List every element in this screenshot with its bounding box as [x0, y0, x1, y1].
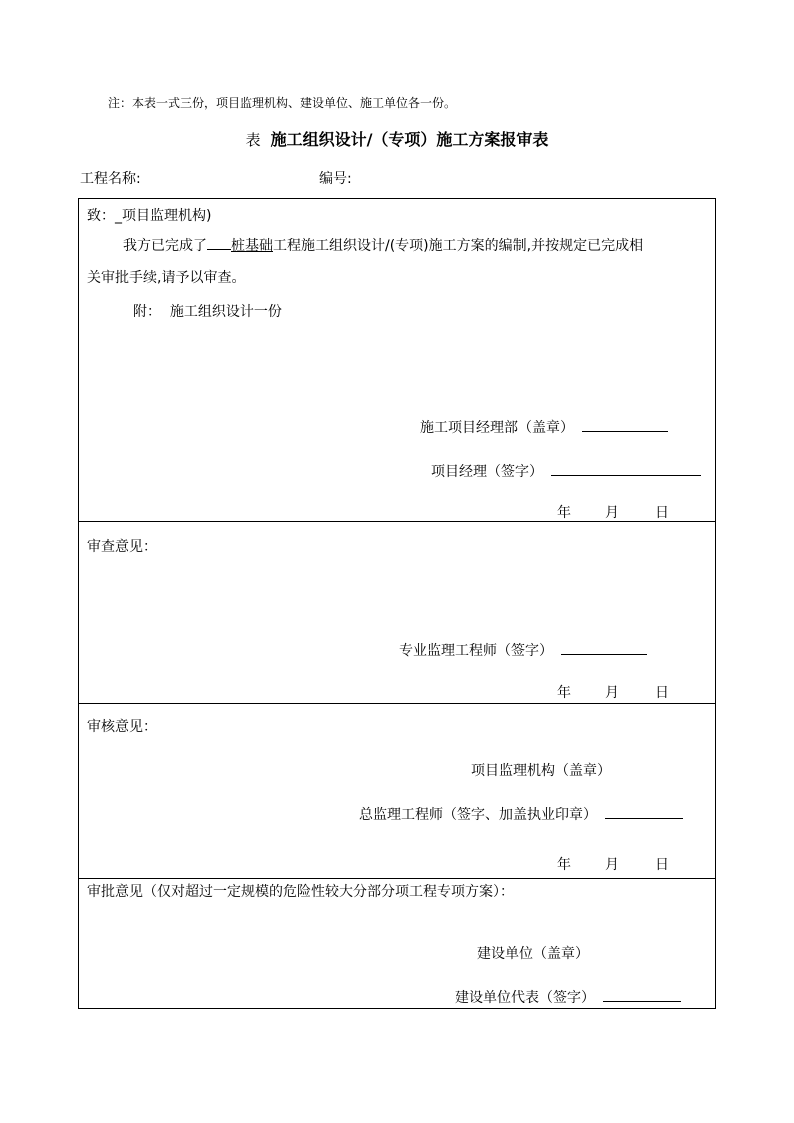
dept-seal-line: [420, 417, 668, 437]
body-line-1: [123, 235, 643, 255]
approval-heading: 审批意见（仅对超过一定规模的危险性较大分部分项工程专项方案）：: [87, 884, 514, 900]
attachment-label: 附：: [133, 304, 161, 320]
date-month: 月: [605, 857, 619, 873]
project-name-label: 工程名称:: [80, 171, 141, 187]
approval-section: [79, 879, 715, 1008]
form-note: 注：本表一式三份，项目监理机构、建设单位、施工单位各一份。: [108, 96, 457, 110]
construction-unit-seal: 建设单位（盖章）: [477, 946, 589, 962]
dept-seal-underline[interactable]: [582, 417, 668, 432]
unit-rep-sign-line: [455, 987, 681, 1007]
approval-form-table: [78, 198, 716, 1009]
title-prefix: 表: [245, 131, 261, 149]
form-title: [0, 127, 794, 150]
title-main: 施工组织设计/（专项）施工方案报审表: [270, 130, 549, 149]
engineer-sign-line: [399, 640, 647, 660]
engineer-sign-label: 专业监理工程师（签字）: [399, 643, 553, 659]
date-year: 年: [557, 857, 571, 873]
audit-section: [79, 704, 715, 879]
manager-sign-underline[interactable]: [551, 461, 701, 476]
chief-sign-line: [359, 804, 683, 824]
addressee-line: [87, 205, 211, 225]
body-line1-post: 工程施工组织设计/(专项)施工方案的编制,并按规定已完成相: [273, 238, 644, 254]
unit-rep-sign-underline[interactable]: [603, 987, 681, 1002]
engineer-sign-underline[interactable]: [561, 640, 647, 655]
to-value: _项目监理机构): [115, 208, 212, 224]
dept-seal-label: 施工项目经理部（盖章）: [420, 420, 574, 436]
chief-sign-underline[interactable]: [605, 804, 683, 819]
body-line-2: 关审批手续,请予以审查。: [87, 270, 246, 286]
body-blank-underline: [207, 235, 231, 250]
date-month: 月: [605, 685, 619, 701]
to-label: 致：: [87, 208, 115, 224]
date-day: 日: [655, 505, 669, 521]
submission-date: [557, 502, 669, 522]
review-date: [557, 682, 669, 702]
body-line1-pre: 我方已完成了: [123, 238, 207, 254]
audit-date: [557, 854, 669, 874]
date-day: 日: [655, 857, 669, 873]
chief-sign-label: 总监理工程师（签字、加盖执业印章）: [359, 807, 597, 823]
date-day: 日: [655, 685, 669, 701]
number-label: 编号:: [319, 171, 352, 187]
submission-section: [79, 199, 715, 522]
review-heading: 审查意见：: [87, 539, 157, 555]
audit-heading: 审核意见：: [87, 719, 157, 735]
supervision-org-seal: 项目监理机构（盖章）: [471, 763, 611, 779]
project-type-fill[interactable]: 桩基础: [231, 238, 273, 254]
date-year: 年: [557, 685, 571, 701]
date-year: 年: [557, 505, 571, 521]
date-month: 月: [605, 505, 619, 521]
manager-sign-label: 项目经理（签字）: [431, 464, 543, 480]
review-section: [79, 522, 715, 704]
attachment-line: [133, 301, 282, 321]
manager-sign-line: [431, 461, 701, 481]
unit-rep-sign-label: 建设单位代表（签字）: [455, 990, 595, 1006]
attachment-value: 施工组织设计一份: [169, 304, 282, 320]
